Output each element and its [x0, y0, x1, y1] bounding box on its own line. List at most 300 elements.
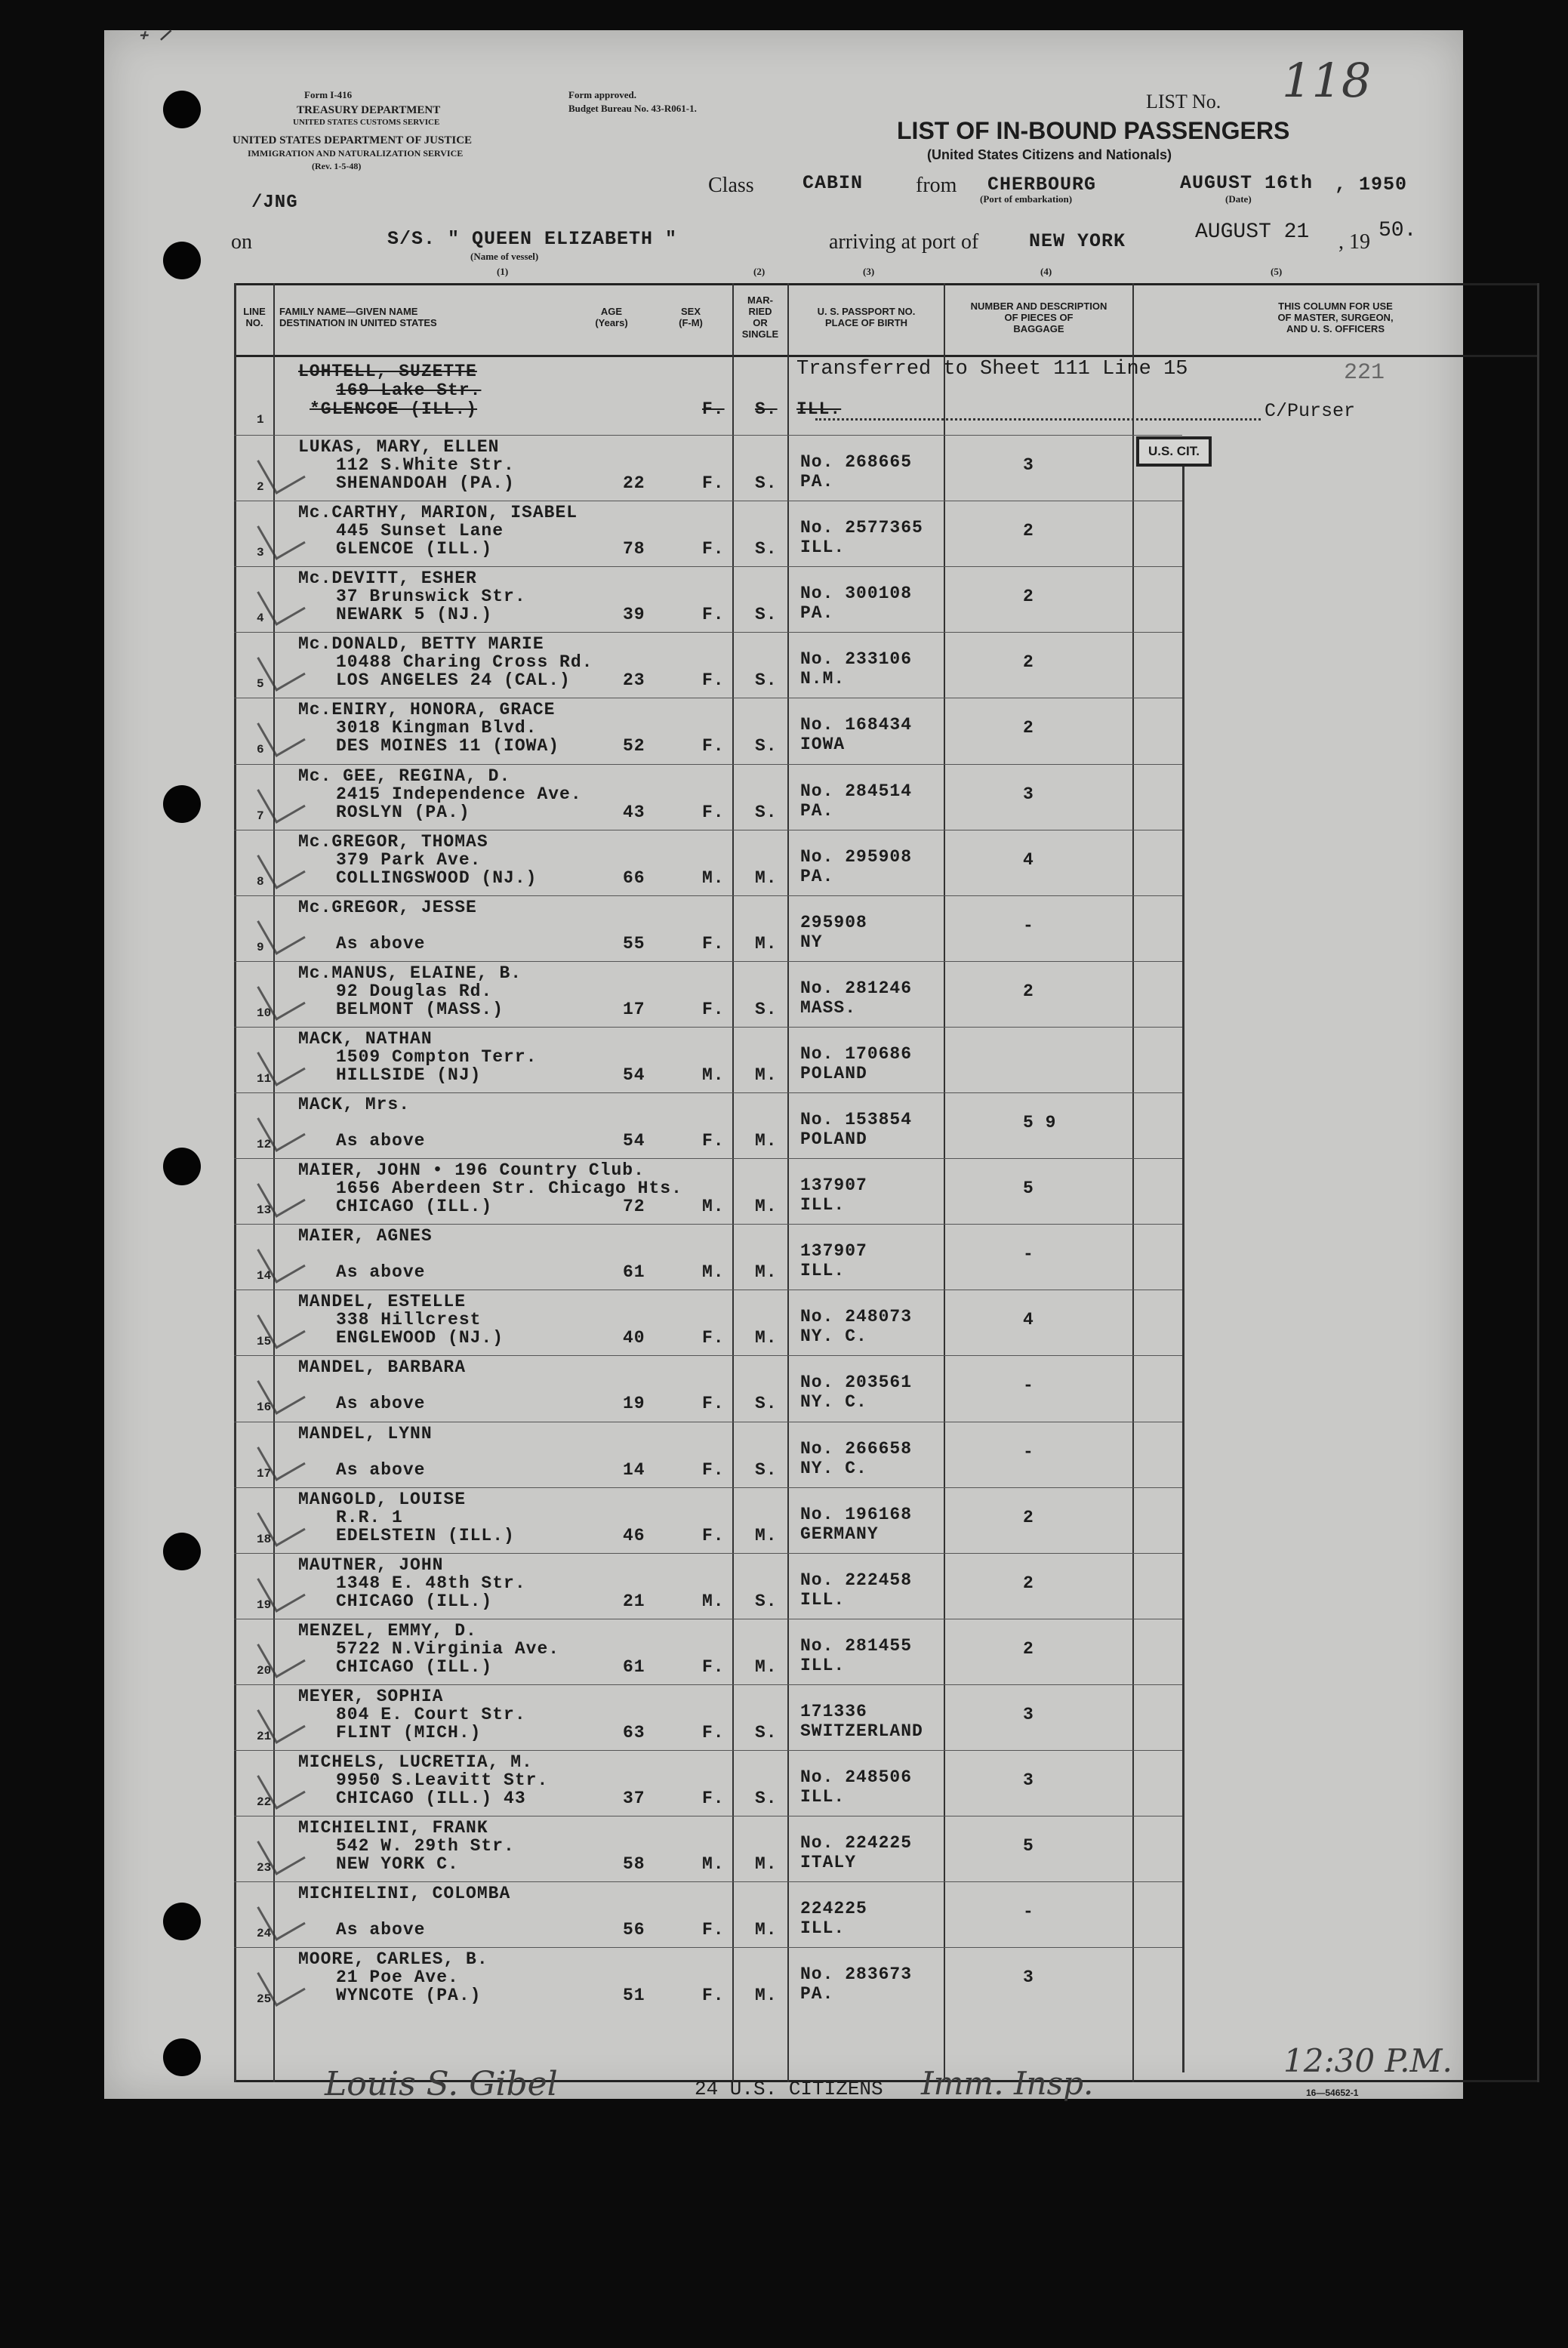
baggage-count: 3	[1023, 1770, 1034, 1790]
passenger-city: As above	[336, 1394, 426, 1413]
passenger-marital: M.	[755, 1854, 778, 1874]
line-number: 17	[257, 1467, 272, 1481]
passenger-sex: F.	[702, 1986, 725, 2005]
col-marker-2: (2)	[753, 266, 766, 277]
us-citizen-stamp: U.S. CIT.	[1136, 436, 1212, 467]
passenger-marital: S.	[755, 539, 778, 559]
table-row	[234, 698, 1539, 763]
passport-number: No. 284514	[800, 781, 913, 801]
col-marker-1: (1)	[497, 266, 509, 277]
page-subtitle: (United States Citizens and Nationals)	[927, 147, 1172, 162]
header-age: AGE (Years)	[595, 306, 628, 328]
passenger-city: *GLENCOE (ILL.)	[310, 399, 478, 419]
passenger-address: 10488 Charing Cross Rd.	[336, 652, 593, 672]
passenger-city: DES MOINES 11 (IOWA)	[336, 736, 560, 756]
passenger-name: MACK, Mrs.	[298, 1095, 411, 1114]
line-number: 8	[257, 875, 264, 889]
passenger-marital: M.	[755, 1986, 778, 2005]
passenger-city: As above	[336, 1460, 426, 1480]
passport-number: 137907	[800, 1176, 867, 1195]
passenger-age: 21	[623, 1592, 645, 1611]
baggage-count: 5 9	[1023, 1113, 1057, 1132]
passenger-birthplace: ILL.	[800, 1590, 846, 1610]
passenger-city: FLINT (MICH.)	[336, 1723, 482, 1743]
line-number: 7	[257, 809, 264, 823]
justice-dept: UNITED STATES DEPARTMENT OF JUSTICE	[233, 134, 473, 146]
passenger-sex: M.	[702, 1262, 725, 1282]
passport-number: 137907	[800, 1241, 867, 1261]
baggage-count: 3	[1023, 1705, 1034, 1724]
row-divider	[234, 1224, 1182, 1225]
row-divider	[234, 1355, 1182, 1356]
passenger-marital: S.	[755, 1789, 778, 1808]
passenger-sex: F.	[702, 1328, 725, 1348]
baggage-count: 2	[1023, 652, 1034, 672]
passenger-birthplace: PA.	[800, 1984, 834, 2004]
punch-hole	[163, 1903, 201, 1940]
row-divider	[234, 1947, 1182, 1948]
passport-number: No. 268665	[800, 452, 913, 472]
baggage-count: 2	[1023, 981, 1034, 1001]
dotted-leader	[815, 403, 1261, 421]
passenger-age: 37	[623, 1789, 645, 1808]
table-row	[234, 566, 1539, 632]
baggage-count: 2	[1023, 1639, 1034, 1659]
passenger-address: 9950 S.Leavitt Str.	[336, 1770, 549, 1790]
passenger-city: EDELSTEIN (ILL.)	[336, 1526, 515, 1545]
passenger-name: LUKAS, MARY, ELLEN	[298, 437, 500, 457]
table-row-transferred	[234, 356, 1539, 435]
passenger-age: 61	[623, 1262, 645, 1282]
passenger-age: 14	[623, 1460, 645, 1480]
passenger-address: 21 Poe Ave.	[336, 1967, 459, 1987]
line-number: 11	[257, 1072, 272, 1086]
passenger-age: 52	[623, 736, 645, 756]
passenger-age: 63	[623, 1723, 645, 1743]
passenger-birthplace: NY. C.	[800, 1392, 867, 1412]
line-number: 19	[257, 1598, 272, 1612]
passenger-birthplace: PA.	[800, 472, 834, 491]
baggage-count: -	[1023, 1442, 1034, 1462]
passenger-name: Mc.DONALD, BETTY MARIE	[298, 634, 544, 654]
line-number: 5	[257, 677, 264, 691]
passenger-age: 78	[623, 539, 645, 559]
passenger-name: Mc.DEVITT, ESHER	[298, 569, 477, 588]
baggage-count: 2	[1023, 718, 1034, 738]
passport-number: No. 203561	[800, 1373, 913, 1392]
col-marker-3: (3)	[863, 266, 875, 277]
baggage-count: -	[1023, 1244, 1034, 1264]
passenger-name: MACK, NATHAN	[298, 1029, 433, 1049]
passenger-marital: S.	[755, 1000, 778, 1019]
table-row	[234, 1553, 1539, 1619]
passenger-city: CHICAGO (ILL.)	[336, 1197, 493, 1216]
passenger-address: 112 S.White Str.	[336, 455, 515, 475]
passenger-sex: F.	[702, 934, 725, 954]
table-row	[234, 1158, 1539, 1224]
row-divider	[234, 764, 1182, 765]
line-number: 10	[257, 1006, 272, 1020]
table-row	[234, 1290, 1539, 1355]
arrival-year: 50.	[1379, 219, 1417, 242]
line-number: 22	[257, 1795, 272, 1809]
from-label: from	[916, 174, 957, 197]
baggage-count: 4	[1023, 850, 1034, 870]
passport-number: No. 281455	[800, 1636, 913, 1656]
passport-number: No. 248073	[800, 1307, 913, 1327]
passenger-birthplace: NY. C.	[800, 1327, 867, 1346]
passenger-birthplace: ILL.	[800, 538, 846, 557]
budget-bureau: Budget Bureau No. 43-R061-1.	[568, 103, 697, 114]
line-number: 2	[257, 480, 264, 494]
passenger-birthplace: NY	[800, 932, 823, 952]
passenger-address: R.R. 1	[336, 1508, 403, 1527]
line-number: 24	[257, 1927, 272, 1940]
purser-note: C/Purser	[1265, 400, 1356, 422]
passenger-marital: S.	[755, 1592, 778, 1611]
passport-number: No. 283673	[800, 1964, 913, 1984]
passenger-age: 58	[623, 1854, 645, 1874]
passenger-sex: M.	[702, 1854, 725, 1874]
row-divider	[234, 1158, 1182, 1159]
passenger-name: MANGOLD, LOUISE	[298, 1490, 467, 1509]
arrival-date: AUGUST 21	[1195, 220, 1310, 244]
passport-number: No. 233106	[800, 649, 913, 669]
passport-number: No. 281246	[800, 978, 913, 998]
line-number: 3	[257, 546, 264, 559]
citizen-count: 24 U.S. CITIZENS	[695, 2078, 883, 2100]
passenger-city: CHICAGO (ILL.)	[336, 1592, 493, 1611]
passport-number: No. 168434	[800, 715, 913, 735]
baggage-count: -	[1023, 916, 1034, 935]
passenger-marital: S.	[755, 399, 778, 419]
passenger-age: 61	[623, 1657, 645, 1677]
line-number: 16	[257, 1400, 272, 1414]
table-row	[234, 1027, 1539, 1092]
col-marker-4: (4)	[1040, 266, 1052, 277]
customs-service: UNITED STATES CUSTOMS SERVICE	[293, 118, 440, 127]
vessel-name: S/S. " QUEEN ELIZABETH "	[387, 228, 678, 250]
passenger-birthplace: ILL.	[796, 399, 842, 419]
passenger-city: WYNCOTE (PA.)	[336, 1986, 482, 2005]
passenger-marital: S.	[755, 1723, 778, 1743]
passenger-age: 43	[623, 803, 645, 822]
passport-number: No. 170686	[800, 1044, 913, 1064]
passenger-marital: S.	[755, 605, 778, 624]
line-number: 1	[257, 413, 264, 427]
baggage-count: 2	[1023, 521, 1034, 541]
table-row	[234, 1881, 1539, 1947]
passenger-address: 445 Sunset Lane	[336, 521, 504, 541]
passenger-sex: F.	[702, 1131, 725, 1151]
passenger-birthplace: GERMANY	[800, 1524, 879, 1544]
passport-number: No. 2577365	[800, 518, 923, 538]
passenger-city: GLENCOE (ILL.)	[336, 539, 493, 559]
header-officers-use: THIS COLUMN FOR USE OF MASTER, SURGEON, AND U. S. OFFICERS	[1277, 300, 1394, 334]
baggage-count: 2	[1023, 1508, 1034, 1527]
passenger-age: 55	[623, 934, 645, 954]
table-row	[234, 435, 1539, 501]
passenger-marital: S.	[755, 1460, 778, 1480]
passenger-sex: F.	[702, 605, 725, 624]
passenger-name: Mc.CARTHY, MARION, ISABEL	[298, 503, 578, 522]
passenger-marital: M.	[755, 1526, 778, 1545]
passenger-age: 46	[623, 1526, 645, 1545]
passenger-address: 338 Hillcrest	[336, 1310, 482, 1330]
passenger-address: 1509 Compton Terr.	[336, 1047, 538, 1067]
passenger-sex: F.	[702, 1526, 725, 1545]
baggage-count: 5	[1023, 1179, 1034, 1198]
passenger-name: MICHIELINI, COLOMBA	[298, 1884, 511, 1903]
passenger-name: MEYER, SOPHIA	[298, 1687, 444, 1706]
table-row	[234, 632, 1539, 698]
punch-hole	[163, 1148, 201, 1185]
passenger-marital: S.	[755, 736, 778, 756]
row-divider	[234, 1750, 1182, 1751]
passenger-birthplace: ILL.	[800, 1261, 846, 1280]
table-row	[234, 1750, 1539, 1816]
table-row	[234, 961, 1539, 1027]
passenger-name: MOORE, CARLES, B.	[298, 1949, 488, 1969]
inspector-signature: Louis S. Gibel	[325, 2065, 558, 2103]
passenger-address: 5722 N.Virginia Ave.	[336, 1639, 560, 1659]
passenger-age: 56	[623, 1920, 645, 1940]
passenger-birthplace: IOWA	[800, 735, 846, 754]
passenger-birthplace: POLAND	[800, 1129, 867, 1149]
passport-number: No. 153854	[800, 1110, 913, 1129]
passenger-address: 804 E. Court Str.	[336, 1705, 526, 1724]
passenger-name: Mc. GEE, REGINA, D.	[298, 766, 511, 786]
header-line-no: LINE NO.	[243, 306, 266, 328]
line-number: 25	[257, 1992, 272, 2006]
transfer-note: Transferred to Sheet 111 Line 15	[796, 358, 1188, 381]
arrival-year-prefix: , 19	[1338, 230, 1370, 254]
embark-year: , 1950	[1335, 174, 1408, 196]
passport-number: 295908	[800, 913, 867, 932]
passenger-birthplace: N.M.	[800, 669, 846, 689]
passenger-age: 54	[623, 1131, 645, 1151]
row-divider	[234, 1487, 1182, 1488]
col-marker-5: (5)	[1271, 266, 1283, 277]
header-passport: U. S. PASSPORT NO. PLACE OF BIRTH	[817, 306, 916, 328]
baggage-count: 4	[1023, 1310, 1034, 1330]
passenger-city: BELMONT (MASS.)	[336, 1000, 504, 1019]
passenger-city: ENGLEWOOD (NJ.)	[336, 1328, 504, 1348]
baggage-count: 3	[1023, 455, 1034, 475]
on-label: on	[231, 230, 252, 254]
passport-number: No. 295908	[800, 847, 913, 867]
passenger-city: COLLINGSWOOD (NJ.)	[336, 868, 538, 888]
passenger-birthplace: ILL.	[800, 1918, 846, 1938]
line-number: 20	[257, 1664, 272, 1678]
passenger-marital: S.	[755, 670, 778, 690]
passenger-birthplace: POLAND	[800, 1064, 867, 1083]
table-row	[234, 1422, 1539, 1487]
passenger-birthplace: PA.	[800, 867, 834, 886]
passenger-sex: F.	[702, 539, 725, 559]
table-row	[234, 501, 1539, 566]
revision: (Rev. 1-5-48)	[312, 161, 362, 171]
passenger-sex: F.	[702, 1460, 725, 1480]
row-divider	[234, 895, 1182, 896]
passenger-address: 542 W. 29th Str.	[336, 1836, 515, 1856]
passenger-sex: F.	[702, 1394, 725, 1413]
table-row	[234, 830, 1539, 895]
passenger-birthplace: ILL.	[800, 1787, 846, 1807]
passenger-city: NEW YORK C.	[336, 1854, 459, 1874]
passenger-city: CHICAGO (ILL.) 43	[336, 1789, 526, 1808]
passenger-marital: S.	[755, 473, 778, 493]
table-row	[234, 1619, 1539, 1684]
passenger-name: MENZEL, EMMY, D.	[298, 1621, 477, 1641]
table-row	[234, 1092, 1539, 1158]
passenger-city: SHENANDOAH (PA.)	[336, 473, 515, 493]
form-approved: Form approved.	[568, 89, 637, 100]
passenger-address: 169 Lake Str.	[336, 381, 482, 400]
passenger-sex: F.	[702, 1723, 725, 1743]
header-sex: SEX (F-M)	[679, 306, 703, 328]
row-divider	[234, 1092, 1182, 1093]
passenger-city: CHICAGO (ILL.)	[336, 1657, 493, 1677]
punch-hole	[163, 1533, 201, 1570]
passport-number: No. 222458	[800, 1570, 913, 1590]
treasury-dept: TREASURY DEPARTMENT	[297, 104, 441, 116]
passenger-age: 72	[623, 1197, 645, 1216]
passenger-birthplace: ILL.	[800, 1195, 846, 1215]
row-divider	[234, 1553, 1182, 1554]
punch-hole	[163, 242, 201, 279]
baggage-count: -	[1023, 1376, 1034, 1395]
table-row	[234, 1816, 1539, 1881]
passenger-sex: M.	[702, 1065, 725, 1085]
passenger-age: 39	[623, 605, 645, 624]
baggage-count: 3	[1023, 784, 1034, 804]
passenger-name: MAIER, AGNES	[298, 1226, 433, 1246]
passenger-sex: M.	[702, 1592, 725, 1611]
passenger-address: 2415 Independence Ave.	[336, 784, 582, 804]
embark-date: AUGUST 16th	[1180, 172, 1314, 194]
row-divider	[234, 566, 1182, 567]
passenger-age: 19	[623, 1394, 645, 1413]
line-number: 13	[257, 1203, 272, 1217]
inspection-time: 12:30 P.M.	[1283, 2042, 1452, 2079]
table-row	[234, 1684, 1539, 1750]
passenger-birthplace: NY. C.	[800, 1459, 867, 1478]
baggage-count: 3	[1023, 1967, 1034, 1987]
inspector-title: Imm. Insp.	[921, 2065, 1094, 2102]
passenger-marital: M.	[755, 1328, 778, 1348]
clerk-initials: /JNG	[251, 193, 298, 213]
passenger-marital: M.	[755, 934, 778, 954]
passenger-address: 1348 E. 48th Str.	[336, 1573, 526, 1593]
passenger-name: LOHTELL, SUZETTE	[298, 362, 477, 381]
baggage-count: 2	[1023, 1573, 1034, 1593]
header-name: FAMILY NAME—GIVEN NAME DESTINATION IN UNITED STATES	[279, 306, 437, 328]
passenger-city: As above	[336, 934, 426, 954]
passenger-marital: S.	[755, 1394, 778, 1413]
punch-hole	[163, 91, 201, 128]
passenger-city: HILLSIDE (NJ)	[336, 1065, 482, 1085]
passenger-age: 17	[623, 1000, 645, 1019]
passenger-marital: M.	[755, 1065, 778, 1085]
line-number: 21	[257, 1730, 272, 1743]
line-number: 9	[257, 941, 264, 954]
passenger-birthplace: SWITZERLAND	[800, 1721, 923, 1741]
passenger-marital: M.	[755, 1197, 778, 1216]
punch-hole	[163, 785, 201, 823]
passenger-marital: S.	[755, 803, 778, 822]
row-divider	[234, 435, 1182, 436]
line-number: 15	[257, 1335, 272, 1348]
date-caption: (Date)	[1225, 193, 1252, 205]
passport-number: No. 300108	[800, 584, 913, 603]
table-row	[234, 895, 1539, 961]
table-row	[234, 1487, 1539, 1553]
list-number: 118	[1282, 53, 1372, 108]
passenger-sex: M.	[702, 868, 725, 888]
passenger-address: 379 Park Ave.	[336, 850, 482, 870]
line-number: 6	[257, 743, 264, 756]
passport-number: 171336	[800, 1702, 867, 1721]
table-row	[234, 764, 1539, 830]
passenger-address: 3018 Kingman Blvd.	[336, 718, 538, 738]
passenger-sex: F.	[702, 1000, 725, 1019]
passenger-marital: M.	[755, 1131, 778, 1151]
row-divider	[234, 961, 1182, 962]
passport-number: No. 224225	[800, 1833, 913, 1853]
baggage-count: -	[1023, 1902, 1034, 1921]
baggage-count: 5	[1023, 1836, 1034, 1856]
line-number: 4	[257, 612, 264, 625]
passenger-sex: F.	[702, 473, 725, 493]
passenger-name: Mc.MANUS, ELAINE, B.	[298, 963, 522, 983]
passenger-sex: F.	[702, 1789, 725, 1808]
row-divider	[234, 1881, 1182, 1882]
passenger-sex: F.	[702, 399, 725, 419]
passenger-name: Mc.GREGOR, JESSE	[298, 898, 477, 917]
row-divider	[234, 632, 1182, 633]
row-divider	[234, 1027, 1182, 1028]
corner-mark: ᐩ ᐟ	[134, 24, 169, 59]
line-number: 23	[257, 1861, 272, 1875]
passenger-name: MICHELS, LUCRETIA, M.	[298, 1752, 533, 1772]
page-title: LIST OF IN-BOUND PASSENGERS	[897, 117, 1290, 144]
passenger-name: MANDEL, ESTELLE	[298, 1292, 467, 1311]
punch-hole	[163, 2038, 201, 2076]
passenger-city: As above	[336, 1262, 426, 1282]
passport-number: 224225	[800, 1899, 867, 1918]
passenger-birthplace: ITALY	[800, 1853, 857, 1872]
embark-port: CHERBOURG	[987, 174, 1097, 196]
table-row	[234, 1224, 1539, 1290]
table-row	[234, 1355, 1539, 1421]
passenger-birthplace: PA.	[800, 603, 834, 623]
passenger-address: 1656 Aberdeen Str. Chicago Hts.	[336, 1179, 682, 1198]
passenger-city: LOS ANGELES 24 (CAL.)	[336, 670, 571, 690]
passenger-marital: M.	[755, 1657, 778, 1677]
passenger-name: Mc.GREGOR, THOMAS	[298, 832, 488, 852]
passenger-city: NEWARK 5 (NJ.)	[336, 605, 493, 624]
passenger-sex: F.	[702, 1657, 725, 1677]
line-number: 18	[257, 1533, 272, 1546]
passenger-marital: M.	[755, 1920, 778, 1940]
arriving-label: arriving at port of	[829, 230, 979, 254]
passport-number: No. 266658	[800, 1439, 913, 1459]
passenger-sex: M.	[702, 1197, 725, 1216]
header-married: MAR- RIED OR SINGLE	[741, 294, 779, 340]
passenger-marital: M.	[755, 868, 778, 888]
passenger-name: MAIER, JOHN • 196 Country Club.	[298, 1160, 645, 1180]
